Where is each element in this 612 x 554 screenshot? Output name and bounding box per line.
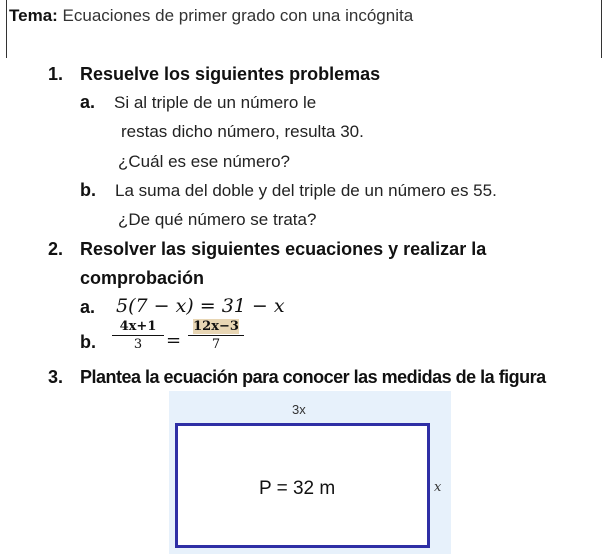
- figure-perimeter: P = 32 m: [259, 478, 336, 499]
- section3-title: Plantea la ecuación para conocer las medidas de la figura: [80, 367, 546, 387]
- problem-b-line2: ¿De qué número se trata?: [118, 210, 317, 229]
- figure-top-label: 3x: [292, 402, 306, 417]
- fraction-right: [188, 319, 244, 352]
- fraction-left-numerator: 4x+1: [119, 319, 157, 334]
- section1-title: Resuelve los siguientes problemas: [80, 64, 381, 84]
- figure-side-label: x: [434, 480, 442, 495]
- section1-number: 1.: [48, 64, 64, 84]
- problem-a-line2: restas dicho número, resulta 30.: [121, 122, 364, 141]
- fraction-left-denominator: 3: [133, 337, 143, 352]
- topic-title: Ecuaciones de primer grado con una incógnita: [62, 6, 414, 25]
- section2-title-line1: Resolver las siguientes ecuaciones y realizar la: [80, 239, 487, 259]
- equation-a: 5(7 − x) = 31 − x: [116, 295, 285, 317]
- section2-title-line2: comprobación: [80, 268, 205, 288]
- problem-a-letter: a.: [80, 92, 96, 112]
- topic-label: Tema:: [9, 6, 58, 25]
- fraction-right-bar: [188, 335, 244, 336]
- fraction-right-denominator: 7: [211, 337, 221, 352]
- equals-sign: =: [166, 330, 182, 351]
- equation-b-letter: b.: [80, 332, 96, 352]
- problem-b-letter: b.: [80, 180, 96, 200]
- fraction-right-numerator: 12x−3: [193, 319, 239, 334]
- section2-number: 2.: [48, 239, 64, 259]
- problem-a-line3: ¿Cuál es ese número?: [118, 152, 290, 171]
- topic-line: [9, 6, 413, 26]
- problem-a-line1: Si al triple de un número le: [114, 93, 317, 112]
- equation-a-letter: a.: [80, 297, 96, 317]
- fraction-left: [112, 319, 164, 352]
- section3-number: 3.: [48, 367, 64, 387]
- fraction-left-bar: [112, 335, 164, 336]
- problem-b-line1: La suma del doble y del triple de un número es 55.: [115, 181, 497, 200]
